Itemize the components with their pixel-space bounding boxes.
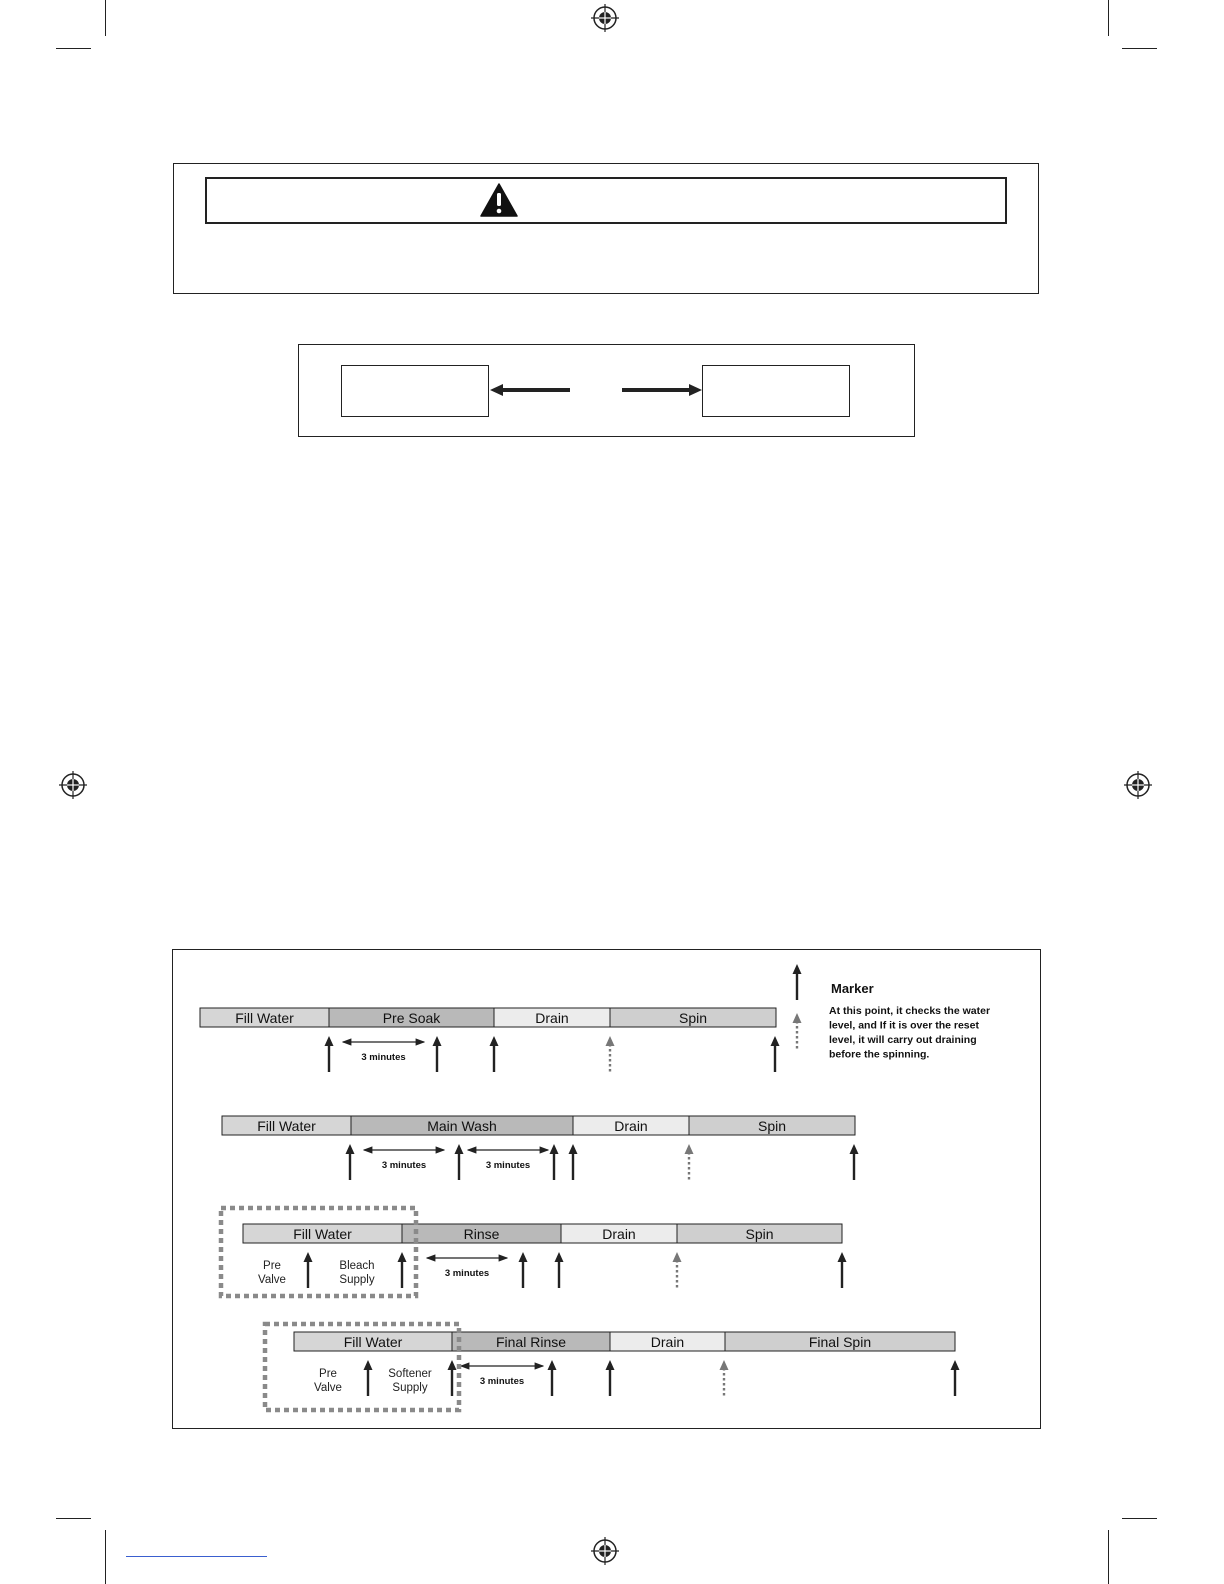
marker-arrow (548, 1360, 557, 1396)
marker-arrow (793, 964, 802, 1000)
check-arrow-head (720, 1360, 729, 1370)
cycle-segment-label: Drain (650, 1334, 685, 1350)
marker-arrow (364, 1360, 373, 1396)
marker-arrow-head (548, 1360, 557, 1370)
marker-arrow (455, 1144, 464, 1180)
check-arrow-head (673, 1252, 682, 1262)
marker-arrow-head (398, 1252, 407, 1262)
marker-arrow (433, 1036, 442, 1072)
cycle-segment-label: Drain (535, 1010, 569, 1026)
marker-arrow (490, 1036, 499, 1072)
marker-arrow-head (555, 1252, 564, 1262)
check-arrow-dashed (685, 1144, 694, 1180)
marker-arrow (771, 1036, 780, 1072)
valve-label: Softener (388, 1368, 432, 1380)
cycle-row (265, 1324, 960, 1410)
marker-arrow-head (951, 1360, 960, 1370)
marker-arrow-head (606, 1360, 615, 1370)
legend-title: Marker (831, 981, 874, 996)
check-arrow-dashed (606, 1036, 615, 1072)
marker-arrow (606, 1360, 615, 1396)
marker-arrow-head (771, 1036, 780, 1046)
marker-arrow-head (838, 1252, 847, 1262)
marker-arrow-head (490, 1036, 499, 1046)
marker-arrow (555, 1252, 564, 1288)
marker-arrow (325, 1036, 334, 1072)
valve-label: Supply (392, 1382, 428, 1394)
valve-label: Supply (339, 1274, 375, 1286)
valve-label: Valve (314, 1382, 342, 1394)
duration-label: 3 minutes (479, 1376, 525, 1387)
footer-underline (126, 1556, 267, 1557)
marker-arrow (448, 1360, 457, 1396)
cycle-segment-label: Spin (745, 1226, 774, 1242)
cycle-row (222, 1116, 859, 1180)
marker-arrow-head (304, 1252, 313, 1262)
cycle-segment-label: Final Rinse (495, 1334, 567, 1350)
valve-label: Pre (263, 1260, 281, 1272)
cycle-segment-label: Spin (678, 1010, 708, 1026)
cycle-segment-label: Pre Soak (382, 1010, 441, 1026)
marker-arrow-head (433, 1036, 442, 1046)
cycle-segment-label: Fill Water (293, 1226, 352, 1242)
check-arrow-head (685, 1144, 694, 1154)
marker-arrow (304, 1252, 313, 1288)
cycle-row (200, 1008, 780, 1072)
valve-label: Valve (258, 1274, 286, 1286)
marker-arrow-head (793, 964, 802, 974)
marker-arrow-head (364, 1360, 373, 1370)
check-arrow-dashed (793, 1013, 802, 1051)
cycle-segment-label: Drain (614, 1118, 648, 1134)
marker-arrow-head (448, 1360, 457, 1370)
marker-arrow-head (850, 1144, 859, 1154)
cycle-row (221, 1208, 847, 1296)
legend-description-line: before the spinning. (829, 1048, 930, 1061)
valve-label: Pre (319, 1368, 337, 1380)
marker-arrow-head (346, 1144, 355, 1154)
marker-arrow (569, 1144, 578, 1180)
marker-arrow-head (325, 1036, 334, 1046)
valve-group-dotted-box (221, 1208, 416, 1296)
marker-arrow-head (569, 1144, 578, 1154)
cycle-segment-label: Rinse (463, 1226, 500, 1242)
marker-arrow (346, 1144, 355, 1180)
valve-label: Bleach (339, 1260, 375, 1272)
marker-arrow (951, 1360, 960, 1396)
duration-label: 3 minutes (485, 1160, 531, 1171)
check-arrow-dashed (673, 1252, 682, 1288)
cycle-segment-label: Main Wash (427, 1118, 497, 1134)
cycle-segment-label: Final Spin (808, 1334, 872, 1350)
cycle-segment-label: Fill Water (343, 1334, 403, 1350)
marker-arrow (838, 1252, 847, 1288)
marker-arrow (398, 1252, 407, 1288)
duration-label: 3 minutes (381, 1160, 427, 1171)
legend-description-line: level, and If it is over the reset (829, 1019, 979, 1032)
cycle-segment-label: Fill Water (235, 1010, 294, 1026)
cycle-segment-label: Spin (757, 1118, 787, 1134)
check-arrow-head (793, 1013, 802, 1023)
marker-arrow-head (455, 1144, 464, 1154)
marker-arrow-head (550, 1144, 559, 1154)
marker-arrow (850, 1144, 859, 1180)
marker-arrow (550, 1144, 559, 1180)
legend-description-line: At this point, it checks the water (829, 1005, 991, 1017)
check-arrow-dashed (720, 1360, 729, 1396)
marker-arrow-head (519, 1252, 528, 1262)
cycle-segment-label: Drain (602, 1226, 636, 1242)
check-arrow-head (606, 1036, 615, 1046)
duration-label: 3 minutes (444, 1268, 490, 1279)
duration-label: 3 minutes (361, 1052, 406, 1063)
legend-description-line: level, it will carry out draining (829, 1034, 977, 1046)
marker-arrow (519, 1252, 528, 1288)
cycle-segment-label: Fill Water (257, 1118, 316, 1134)
